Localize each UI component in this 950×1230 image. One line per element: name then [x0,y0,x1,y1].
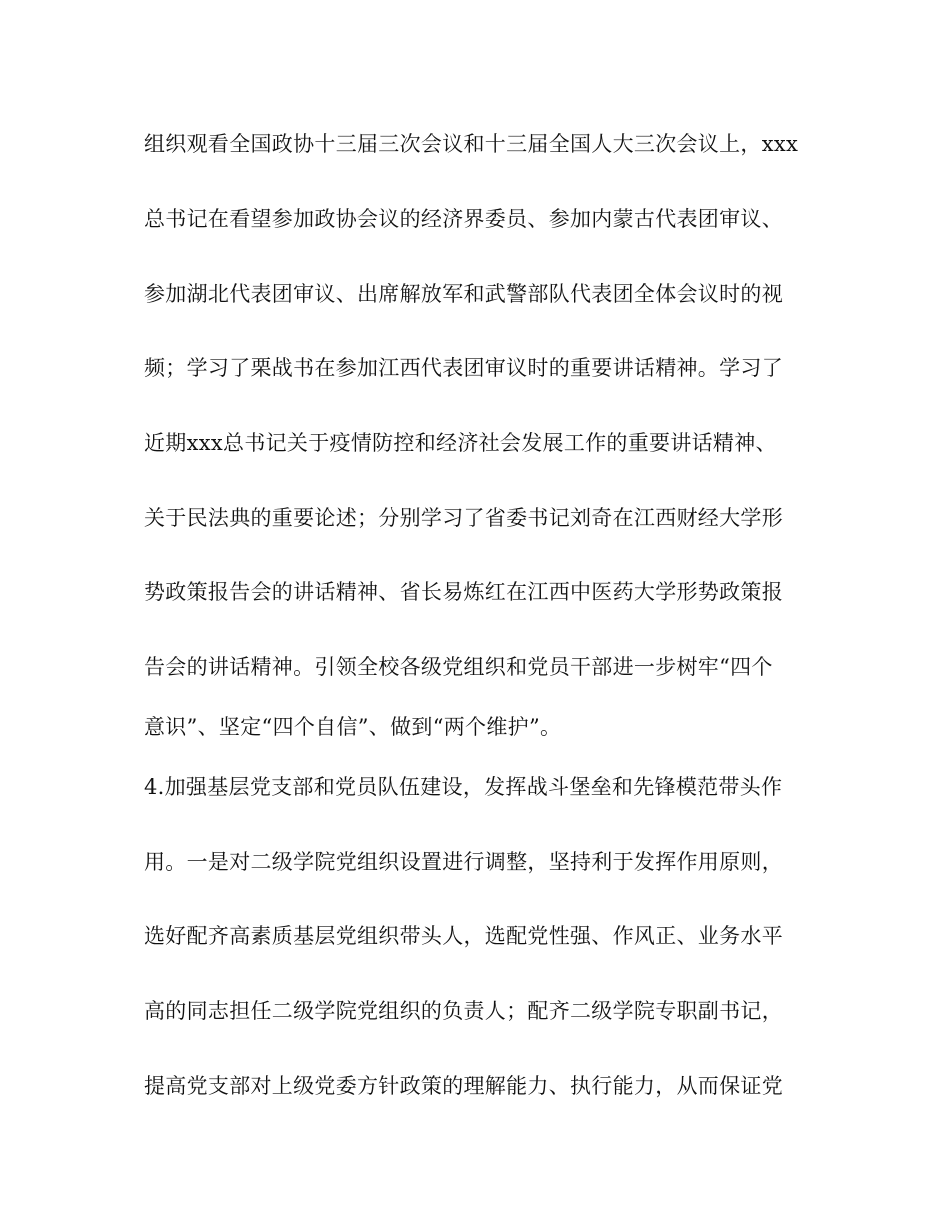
text-line: 高的同志担任二级学院党组织的负责人；配齐二级学院专职副书记， [144,999,783,1023]
text-line: 势政策报告会的讲话精神、省长易炼红在江西中医药大学形势政策报 [144,580,783,604]
text-line: 关于民法典的重要论述；分别学习了省委书记刘奇在江西财经大学形 [144,506,783,530]
text-line: 用。一是对二级学院党组织设置进行调整，坚持利于发挥作用原则， [144,850,783,874]
text-line: 频；学习了栗战书在参加江西代表团审议时的重要讲话精神。学习了 [144,356,783,380]
text-line: 参加湖北代表团审议、出席解放军和武警部队代表团全体会议时的视 [144,282,783,306]
text-line: 意识”、坚定“四个自信”、做到“两个维护”。 [144,715,562,739]
text-line: 近期xxx总书记关于疫情防控和经济社会发展工作的重要讲话精神、 [144,431,777,455]
text-line: 告会的讲话精神。引领全校各级党组织和党员干部进一步树牢“四个 [144,655,773,679]
text-line: 总书记在看望参加政协会议的经济界委员、参加内蒙古代表团审议、 [144,207,783,231]
text-line: 提高党支部对上级党委方针政策的理解能力、执行能力，从而保证党 [144,1074,783,1098]
text-line: 选好配齐高素质基层党组织带头人，选配党性强、作风正、业务水平 [144,924,783,948]
section-heading-line: 4.加强基层党支部和党员队伍建设，发挥战斗堡垒和先锋模范带头作 [144,775,783,799]
text-line: 组织观看全国政协十三届三次会议和十三届全国人大三次会议上，xxx [144,132,799,156]
